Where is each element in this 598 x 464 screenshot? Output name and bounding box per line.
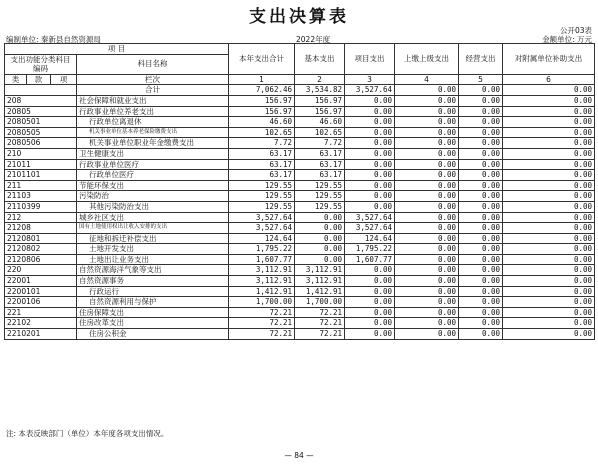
- subject-name: 自然资源海洋气象等支出: [77, 265, 229, 276]
- subject-name: 机关事业单位基本养老保险缴费支出: [77, 127, 229, 138]
- amount-cell: 0.00: [503, 265, 595, 276]
- amount-cell: 1,700.00: [295, 297, 345, 308]
- col-num-3: 3: [345, 74, 395, 85]
- function-code: 221: [5, 307, 77, 318]
- amount-cell: 1,700.00: [229, 297, 295, 308]
- amount-cell: 0.00: [395, 286, 459, 297]
- function-code: 2080505: [5, 127, 77, 138]
- amount-cell: 0.00: [395, 106, 459, 117]
- amount-cell: 0.00: [503, 159, 595, 170]
- amount-cell: 0.00: [395, 265, 459, 276]
- total-value: 0.00: [459, 85, 503, 96]
- table-row: [5, 244, 595, 255]
- table-row: [5, 307, 595, 318]
- amount-cell: 0.00: [395, 127, 459, 138]
- amount-cell: 0.00: [395, 254, 459, 265]
- footnote: 注: 本表反映部门（单位）本年度各项支出情况。: [6, 429, 169, 438]
- subject-name: 土地开发支出: [77, 244, 229, 255]
- amount-cell: 129.55: [295, 201, 345, 212]
- function-code: 2120801: [5, 233, 77, 244]
- table-row: [5, 297, 595, 308]
- header-func-code: 支出功能分类科目编码: [5, 54, 77, 74]
- subject-name: 机关事业单位职业年金缴费支出: [77, 138, 229, 149]
- amount-cell: 0.00: [395, 201, 459, 212]
- amount-cell: 0.00: [459, 138, 503, 149]
- amount-cell: 0.00: [395, 244, 459, 255]
- amount-cell: 0.00: [503, 307, 595, 318]
- subject-name: 行政单位离退休: [77, 117, 229, 128]
- amount-cell: 0.00: [345, 148, 395, 159]
- table-row: [5, 286, 595, 297]
- amount-cell: 0.00: [295, 254, 345, 265]
- amount-cell: 0.00: [459, 276, 503, 287]
- table-row: [5, 329, 595, 340]
- amount-cell: 0.00: [503, 276, 595, 287]
- subject-name: 行政事业单位医疗: [77, 159, 229, 170]
- amount-cell: 0.00: [503, 286, 595, 297]
- subject-name: 行政事业单位养老支出: [77, 106, 229, 117]
- table-row: [5, 127, 595, 138]
- amount-cell: 1,795.22: [345, 244, 395, 255]
- amount-cell: 0.00: [345, 297, 395, 308]
- amount-cell: 0.00: [345, 159, 395, 170]
- amount-cell: 0.00: [503, 148, 595, 159]
- table-row: [5, 117, 595, 128]
- amount-cell: 0.00: [459, 286, 503, 297]
- amount-cell: 0.00: [459, 223, 503, 234]
- table-row: [5, 159, 595, 170]
- amount-cell: 3,527.64: [229, 212, 295, 223]
- subject-name: 征地和拆迁补偿支出: [77, 233, 229, 244]
- amount-cell: 72.21: [295, 329, 345, 340]
- amount-cell: 0.00: [345, 191, 395, 202]
- amount-cell: 0.00: [459, 117, 503, 128]
- amount-cell: 0.00: [459, 318, 503, 329]
- amount-cell: 0.00: [503, 329, 595, 340]
- total-value: 0.00: [395, 85, 459, 96]
- total-value: 7,062.46: [229, 85, 295, 96]
- amount-cell: 63.17: [229, 148, 295, 159]
- table-row: [5, 180, 595, 191]
- function-code: 21011: [5, 159, 77, 170]
- amount-cell: 0.00: [459, 106, 503, 117]
- function-code: 2080506: [5, 138, 77, 149]
- subject-name: 住房公积金: [77, 329, 229, 340]
- amount-cell: 0.00: [395, 148, 459, 159]
- amount-cell: 72.21: [295, 318, 345, 329]
- amount-cell: 63.17: [229, 159, 295, 170]
- function-code: 2200101: [5, 286, 77, 297]
- amount-cell: 0.00: [459, 307, 503, 318]
- table-row: [5, 138, 595, 149]
- page-title: 支出决算表: [249, 7, 349, 27]
- header-lanci: 栏次: [77, 74, 229, 85]
- amount-cell: 46.60: [295, 117, 345, 128]
- function-code: 220: [5, 265, 77, 276]
- amount-cell: 156.97: [295, 95, 345, 106]
- amount-cell: 0.00: [395, 297, 459, 308]
- subject-name: 污染防治: [77, 191, 229, 202]
- function-code: 208: [5, 95, 77, 106]
- amount-cell: 0.00: [345, 117, 395, 128]
- amount-cell: 0.00: [345, 329, 395, 340]
- table-row: [5, 148, 595, 159]
- amount-cell: 0.00: [459, 127, 503, 138]
- amount-cell: 0.00: [295, 223, 345, 234]
- amount-cell: 156.97: [229, 106, 295, 117]
- subject-name: 行政单位医疗: [77, 170, 229, 181]
- header-xiangmu: 项 目: [5, 44, 229, 55]
- amount-cell: 129.55: [229, 201, 295, 212]
- amount-cell: 0.00: [459, 95, 503, 106]
- amount-cell: 0.00: [503, 170, 595, 181]
- amount-cell: 1,412.91: [295, 286, 345, 297]
- function-code: 21208: [5, 223, 77, 234]
- amount-cell: 0.00: [395, 138, 459, 149]
- function-code: 20805: [5, 106, 77, 117]
- subject-name: 自然资源事务: [77, 276, 229, 287]
- amount-cell: 0.00: [345, 265, 395, 276]
- amount-cell: 124.64: [345, 233, 395, 244]
- header-lei: 类: [5, 74, 27, 85]
- amount-cell: 129.55: [229, 191, 295, 202]
- amount-cell: 0.00: [459, 265, 503, 276]
- amount-cell: 0.00: [395, 159, 459, 170]
- amount-cell: 63.17: [295, 170, 345, 181]
- amount-cell: 3,112.91: [295, 276, 345, 287]
- total-value: 0.00: [503, 85, 595, 96]
- amount-cell: 0.00: [503, 106, 595, 117]
- amount-cell: 0.00: [345, 307, 395, 318]
- amount-cell: 102.65: [295, 127, 345, 138]
- amount-cell: 0.00: [503, 138, 595, 149]
- col-num-5: 5: [459, 74, 503, 85]
- total-label: 合计: [77, 85, 229, 96]
- header-subject: 科目名称: [77, 54, 229, 74]
- amount-cell: 3,112.91: [295, 265, 345, 276]
- table-row: [5, 254, 595, 265]
- function-code: 21103: [5, 191, 77, 202]
- amount-cell: 1,607.77: [229, 254, 295, 265]
- header-col-5: 经营支出: [459, 44, 503, 75]
- table-row: [5, 201, 595, 212]
- function-code: 2120806: [5, 254, 77, 265]
- amount-cell: 129.55: [229, 180, 295, 191]
- amount-cell: 0.00: [459, 159, 503, 170]
- amount-cell: 1,607.77: [345, 254, 395, 265]
- table-row: [5, 170, 595, 181]
- function-code: 210: [5, 148, 77, 159]
- col-num-4: 4: [395, 74, 459, 85]
- table-row: [5, 318, 595, 329]
- col-num-6: 6: [503, 74, 595, 85]
- amount-cell: 0.00: [503, 318, 595, 329]
- amount-cell: 0.00: [295, 244, 345, 255]
- amount-cell: 0.00: [459, 201, 503, 212]
- amount-cell: 0.00: [503, 127, 595, 138]
- amount-cell: 0.00: [345, 138, 395, 149]
- subject-name: 节能环保支出: [77, 180, 229, 191]
- subject-name: 卫生健康支出: [77, 148, 229, 159]
- amount-cell: 0.00: [395, 329, 459, 340]
- amount-cell: 0.00: [459, 233, 503, 244]
- amount-cell: 0.00: [459, 297, 503, 308]
- amount-cell: 0.00: [395, 170, 459, 181]
- table-row: [5, 265, 595, 276]
- amount-cell: 63.17: [295, 159, 345, 170]
- amount-cell: 0.00: [395, 307, 459, 318]
- table-row: [5, 106, 595, 117]
- amount-cell: 0.00: [503, 297, 595, 308]
- subject-name: 住房改革支出: [77, 318, 229, 329]
- amount-cell: 3,112.91: [229, 276, 295, 287]
- table-row: [5, 233, 595, 244]
- amount-cell: 7.72: [229, 138, 295, 149]
- header-xiang: 项: [51, 74, 77, 85]
- table-row: [5, 212, 595, 223]
- table-number: 公开03表: [559, 26, 592, 35]
- amount-cell: 0.00: [345, 127, 395, 138]
- amount-cell: 129.55: [295, 180, 345, 191]
- amount-cell: 0.00: [503, 201, 595, 212]
- function-code: 2110399: [5, 201, 77, 212]
- amount-unit: 金额单位: 万元: [542, 35, 592, 44]
- subject-name: 行政运行: [77, 286, 229, 297]
- amount-cell: 0.00: [345, 318, 395, 329]
- function-code: 2200106: [5, 297, 77, 308]
- amount-cell: 1,412.91: [229, 286, 295, 297]
- table-row: [5, 95, 595, 106]
- amount-cell: 0.00: [503, 117, 595, 128]
- amount-cell: 3,527.64: [345, 212, 395, 223]
- total-value: 3,527.64: [345, 85, 395, 96]
- function-code: 22102: [5, 318, 77, 329]
- amount-cell: 124.64: [229, 233, 295, 244]
- amount-cell: 0.00: [503, 180, 595, 191]
- amount-cell: 0.00: [459, 148, 503, 159]
- amount-cell: 0.00: [345, 106, 395, 117]
- amount-cell: 0.00: [395, 191, 459, 202]
- amount-cell: 63.17: [229, 170, 295, 181]
- amount-cell: 0.00: [459, 329, 503, 340]
- amount-cell: 72.21: [295, 307, 345, 318]
- amount-cell: 156.97: [229, 95, 295, 106]
- function-code: 212: [5, 212, 77, 223]
- col-num-2: 2: [295, 74, 345, 85]
- amount-cell: 72.21: [229, 318, 295, 329]
- amount-cell: 0.00: [295, 212, 345, 223]
- amount-cell: 0.00: [295, 233, 345, 244]
- header-col-1: 本年支出合计: [229, 44, 295, 75]
- amount-cell: 3,112.91: [229, 265, 295, 276]
- amount-cell: 3,527.64: [229, 223, 295, 234]
- amount-cell: 0.00: [395, 212, 459, 223]
- subject-name: 国有土地使用权出让收入安排的支出: [77, 223, 229, 234]
- header-col-6: 对附属单位补助支出: [503, 44, 595, 75]
- amount-cell: 0.00: [459, 212, 503, 223]
- amount-cell: 0.00: [395, 318, 459, 329]
- function-code: 2120802: [5, 244, 77, 255]
- compiling-unit: 编制单位: 秦新县自然资源局: [6, 35, 101, 44]
- function-code: 2080501: [5, 117, 77, 128]
- table-row: [5, 276, 595, 287]
- amount-cell: 0.00: [345, 95, 395, 106]
- fiscal-year: 2022年度: [296, 35, 331, 44]
- amount-cell: 72.21: [229, 307, 295, 318]
- amount-cell: 0.00: [459, 180, 503, 191]
- amount-cell: 0.00: [395, 117, 459, 128]
- function-code: 2210201: [5, 329, 77, 340]
- subject-name: 社会保障和就业支出: [77, 95, 229, 106]
- amount-cell: 0.00: [395, 276, 459, 287]
- amount-cell: 72.21: [229, 329, 295, 340]
- amount-cell: 102.65: [229, 127, 295, 138]
- amount-cell: 0.00: [503, 191, 595, 202]
- amount-cell: 0.00: [345, 201, 395, 212]
- header-col-3: 项目支出: [345, 44, 395, 75]
- page-number: — 84 —: [284, 451, 314, 460]
- amount-cell: 1,795.22: [229, 244, 295, 255]
- amount-cell: 0.00: [503, 244, 595, 255]
- header-col-4: 上缴上级支出: [395, 44, 459, 75]
- expenditure-table: [4, 43, 595, 340]
- amount-cell: 46.60: [229, 117, 295, 128]
- amount-cell: 0.00: [503, 223, 595, 234]
- function-code: 211: [5, 180, 77, 191]
- amount-cell: 0.00: [459, 254, 503, 265]
- amount-cell: 0.00: [459, 191, 503, 202]
- amount-cell: 0.00: [459, 244, 503, 255]
- amount-cell: 0.00: [503, 233, 595, 244]
- amount-cell: 0.00: [345, 276, 395, 287]
- subject-name: 其他污染防治支出: [77, 201, 229, 212]
- col-num-1: 1: [229, 74, 295, 85]
- amount-cell: 7.72: [295, 138, 345, 149]
- table-row: [5, 191, 595, 202]
- amount-cell: 3,527.64: [345, 223, 395, 234]
- amount-cell: 0.00: [395, 233, 459, 244]
- amount-cell: 129.55: [295, 191, 345, 202]
- amount-cell: 0.00: [503, 254, 595, 265]
- amount-cell: 0.00: [503, 212, 595, 223]
- total-code-cell: [5, 85, 77, 96]
- function-code: 2101101: [5, 170, 77, 181]
- table-row: [5, 223, 595, 234]
- header-kuan: 款: [27, 74, 51, 85]
- subject-name: 土地出让业务支出: [77, 254, 229, 265]
- amount-cell: 156.97: [295, 106, 345, 117]
- amount-cell: 0.00: [395, 180, 459, 191]
- amount-cell: 0.00: [503, 95, 595, 106]
- amount-cell: 0.00: [459, 170, 503, 181]
- amount-cell: 0.00: [395, 223, 459, 234]
- amount-cell: 0.00: [345, 180, 395, 191]
- amount-cell: 0.00: [345, 286, 395, 297]
- subject-name: 城乡社区支出: [77, 212, 229, 223]
- subject-name: 自然资源利用与保护: [77, 297, 229, 308]
- function-code: 22001: [5, 276, 77, 287]
- amount-cell: 0.00: [345, 170, 395, 181]
- subject-name: 住房保障支出: [77, 307, 229, 318]
- amount-cell: 0.00: [395, 95, 459, 106]
- total-value: 3,534.82: [295, 85, 345, 96]
- amount-cell: 63.17: [295, 148, 345, 159]
- header-col-2: 基本支出: [295, 44, 345, 75]
